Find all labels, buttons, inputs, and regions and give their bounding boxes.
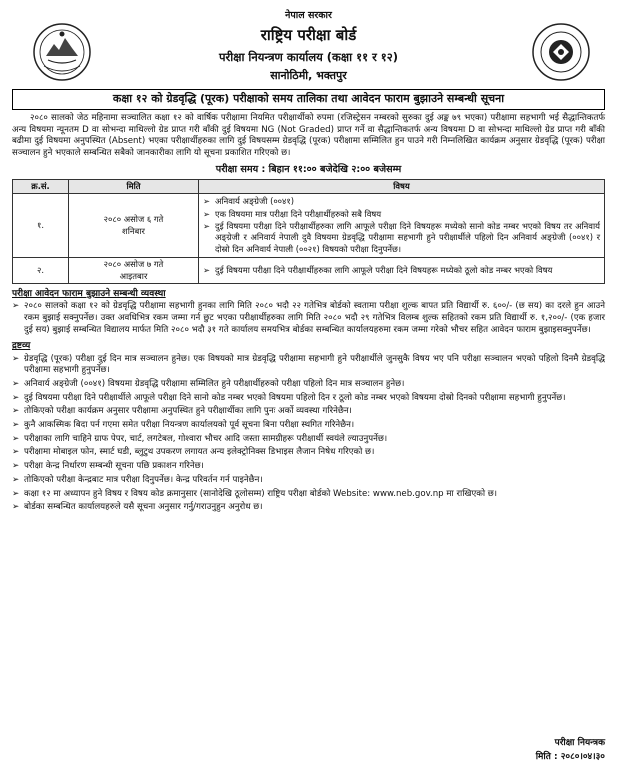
- note-text: बोर्डका सम्बन्धित कार्यालयहरुले यसै सूचना अनुसार गर्नु/गराउनुहुन अनुरोध छ।: [24, 502, 263, 513]
- application-section-title: परीक्षा आवेदन फाराम बुझाउने सम्बन्धी व्यवस्था: [12, 289, 166, 300]
- letterhead: [12, 10, 605, 88]
- list-item: [12, 475, 605, 487]
- row-date-text: २०८० असोज ७ गते: [103, 259, 164, 270]
- notes-section-title: द्रष्टव्य: [12, 341, 31, 352]
- schedule-table: [12, 179, 605, 284]
- col-header-subject: विषय: [199, 179, 605, 193]
- board-title: राष्ट्रिय परीक्षा बोर्ड: [260, 25, 357, 44]
- row-day-text: शनिबार: [122, 225, 145, 236]
- list-item: [12, 461, 605, 473]
- application-list: [12, 301, 605, 336]
- note-text: कक्षा १२ मा अध्यापन हुने विषय र विषय कोड क्रमानुसार (सानोदेखि ठूलोसम्म) राष्ट्रिय परीक्षा बोर्डको Website: www.neb.gov.np मा राखिएको छ।: [24, 488, 498, 499]
- nepal-emblem-icon: [32, 22, 92, 82]
- office-title: परीक्षा नियन्त्रण कार्यालय (कक्षा ११ र १२): [218, 50, 398, 65]
- row-sn: १.: [13, 194, 69, 258]
- list-item: [12, 489, 605, 501]
- office-location: सानोठिमी, भक्तपुर: [270, 68, 347, 82]
- arrow-bullet-icon: ➢: [203, 264, 211, 275]
- arrow-bullet-icon: ➢: [12, 406, 20, 417]
- notice-banner: कक्षा १२ को ग्रेडवृद्धि (पूरक) परीक्षाको समय तालिका तथा आवेदन फाराम बुझाउने सम्बन्धी सूचना: [12, 89, 605, 110]
- row-subjects: [199, 194, 605, 258]
- arrow-bullet-icon: ➢: [203, 221, 211, 232]
- col-header-sn: क्र.सं.: [13, 179, 69, 193]
- subject-text: दुई विषयमा परीक्षा दिने परीक्षार्थीहरुका लागि आफूले परीक्षा दिने विषयहरू मध्येको ठूलो कोड नम्बर भएको विषय: [215, 264, 553, 275]
- arrow-bullet-icon: ➢: [203, 208, 211, 219]
- arrow-bullet-icon: ➢: [12, 474, 20, 485]
- list-item: [12, 502, 605, 514]
- note-text: तोकिएको परीक्षा कार्यक्रम अनुसार परीक्षामा अनुपस्थित हुने परीक्षार्थीका लागि पुनः अर्को व्यवस्था गरिनेछैन।: [24, 406, 352, 417]
- list-item: [12, 379, 605, 391]
- note-text: कुनै आकस्मिक बिदा पर्न गएमा समेत परीक्षा नियन्त्रण कार्यालयको पूर्व सूचना बिना परीक्षा स्थगित गरिनेछैन।: [24, 420, 355, 431]
- signature-date: मिति : २०८०।०४।३०: [535, 751, 605, 762]
- row-day-text: आइतबार: [119, 270, 148, 281]
- application-text: २०८० सालको कक्षा १२ को ग्रेडवृद्धि परीक्षामा सहभागी हुनका लागि मिति २०८० भदौ २२ गतेभित्र बोर्डको स्वतामा परीक्षा शुल्क बापत प्रति विद्यार्थी रु. ६००/- (छ सय) का दरले हुन आउने रकम बुझाई सक्नुपर्नेछ। उक्त अवधिभित्र रकम जम्मा गर्न छुट भएका परीक्षार्थीहरुका लागि मिति २०८० भदौ २९ गतेभित्र विलम्ब शुल्क सहितको रकम प्रति विद्यार्थी रु. १,२००/- (एक हजार दुई सय) बुझाई सम्बन्धित विद्यालय मार्फत मिति २०८० भदौ ३१ गते कार्यालय समयभित्र बोर्डका सम्बन्धित कार्यालयहरुमा रकम जम्मा गरेको भौचर सहित आवेदन फाराम बुझाइसक्नुपर्नेछ।: [24, 301, 605, 335]
- neb-seal-icon: [531, 22, 591, 82]
- gov-title: नेपाल सरकार: [285, 10, 332, 21]
- note-text: परीक्षामा मोबाइल फोन, स्मार्ट घडी, ब्लुटुथ उपकरण लगायत अन्य इलेक्ट्रोनिक्स डिभाइस लैजान निषेध गरिएको छ।: [24, 447, 375, 458]
- note-text: तोकिएको परीक्षा केन्द्रबाट मात्र परीक्षा दिनुपर्नेछ। केन्द्र परिवर्तन गर्न पाइनेछैन।: [24, 474, 263, 485]
- intro-paragraph: २०८० सालको जेठ महिनामा सञ्चालित कक्षा १२ को वार्षिक परीक्षामा नियमित परीक्षार्थीको रुपमा (रजिस्ट्रेसन नम्बरको सुरुका दुई अङ्क ७९ भएका) परीक्षामा सहभागी भई सैद्धान्तिकतर्फ अन्य विषयमा न्यूनतम D वा सोभन्दा माथिल्लो ग्रेड प्राप्त गरी बाँकी दुई विषयमा NG (Not Graded) प्राप्त गर्ने वा सैद्धान्तिकतर्फ अन्य विषयमा D वा सोभन्दा माथिल्लो ग्रेड प्राप्त गरी बाँकी बढीमा दुई विषयमा अनुपस्थित (Absent) भएका परीक्षार्थीहरुका लागि दुई विषयसम्म ग्रेडवृद्धि (पूरक) परीक्षामा सम्मिलित हुन पाउने गरी निम्नलिखित कार्यक्रम अनुसार ग्रेडवृद्धि (पूरक) परीक्षा सञ्चालन हुने भएकाले सम्बन्धित सबैको जानकारीका लागि यो सूचना प्रकाशित गरिएको छ।: [12, 112, 605, 159]
- col-header-date: मिति: [69, 179, 199, 193]
- list-item: [12, 301, 605, 336]
- subject-text: दुई विषयमा परीक्षा दिने परीक्षार्थीहरुका लागि आफूले परीक्षा दिने विषयहरू मध्येको सानो कोड नम्बर भएको विषय तर अनिवार्य अङ्ग्रेजी र अनिवार्य नेपाली दुवै विषयमा ग्रेडवृद्धि परीक्षामा सहभागी हुने परीक्षार्थीले पहिलो दिन अनिवार्य अङ्ग्रेजी (००४१) र दोस्रो दिन अनिवार्य नेपाली (००२१) विषयको परीक्षा दिनुपर्नेछ।: [215, 221, 600, 254]
- row-date-text: २०८० असोज ६ गते: [103, 214, 164, 225]
- signature-block: [536, 737, 605, 764]
- subject-text: अनिवार्य अङ्ग्रेजी (००४१): [215, 196, 295, 207]
- note-text: ग्रेडवृद्धि (पूरक) परीक्षा दुई दिन मात्र सञ्चालन हुनेछ। एक विषयको मात्र ग्रेडवृद्धि परीक्षामा सहभागी हुने परीक्षार्थीले जुनसुकै विषय भए पनि परीक्षा सञ्चालन भएको पहिलो दिनमै ग्रेडवृद्धि परीक्षामा सहभागी हुनुपर्नेछ।: [24, 353, 605, 376]
- list-item: [203, 196, 600, 207]
- arrow-bullet-icon: ➢: [203, 196, 211, 207]
- table-row: [13, 258, 605, 284]
- list-item: [12, 434, 605, 446]
- row-subjects: [199, 258, 605, 284]
- list-item: [12, 393, 605, 405]
- exam-time: परीक्षा समय : बिहान ११:०० बजेदेखि २:०० बजेसम्म: [215, 163, 402, 175]
- notes-list: [12, 354, 605, 514]
- arrow-bullet-icon: ➢: [12, 433, 20, 444]
- arrow-bullet-icon: ➢: [12, 502, 20, 513]
- arrow-bullet-icon: ➢: [12, 301, 20, 312]
- signatory-title: परीक्षा नियन्त्रक: [554, 738, 605, 748]
- row-sn: २.: [13, 258, 69, 284]
- arrow-bullet-icon: ➢: [12, 488, 20, 499]
- arrow-bullet-icon: ➢: [12, 447, 20, 458]
- row-date: [69, 258, 199, 284]
- list-item: [12, 420, 605, 432]
- note-text: अनिवार्य अङ्ग्रेजी (००४१) विषयमा ग्रेडवृद्धि परीक्षामा सम्मिलित हुने परीक्षार्थीहरुको परीक्षा पहिलो दिन मात्र सञ्चालन हुनेछ।: [24, 379, 405, 390]
- note-text: परीक्षाका लागि चाहिने ग्राफ पेपर, चार्ट, लगटेबल, गोश्वारा भौचर आदि जस्ता सामग्रीहरू परीक्षार्थी स्वयंले ल्याउनुपर्नेछ।: [24, 433, 388, 444]
- note-text: दुई विषयमा परीक्षा दिने परीक्षार्थीले आफूले परीक्षा दिने सानो कोड नम्बर भएको विषयमा पहिलो दिन र ठूलो कोड नम्बर भएको विषयमा दोस्रो दिनको परीक्षामा सहभागी हुनुपर्नेछ।: [24, 392, 566, 403]
- table-header-row: [13, 179, 605, 193]
- arrow-bullet-icon: ➢: [12, 392, 20, 403]
- list-item: [203, 265, 600, 276]
- arrow-bullet-icon: ➢: [12, 420, 20, 431]
- list-item: [12, 354, 605, 377]
- arrow-bullet-icon: ➢: [12, 379, 20, 390]
- list-item: [203, 209, 600, 220]
- note-text: परीक्षा केन्द्र निर्धारण सम्बन्धी सूचना पछि प्रकाशन गरिनेछ।: [24, 461, 204, 472]
- list-item: [12, 447, 605, 459]
- list-item: [12, 406, 605, 418]
- list-item: [203, 221, 600, 255]
- row-date: [69, 194, 199, 258]
- arrow-bullet-icon: ➢: [12, 353, 20, 364]
- arrow-bullet-icon: ➢: [12, 461, 20, 472]
- table-row: [13, 194, 605, 258]
- subject-text: एक विषयमा मात्र परीक्षा दिने परीक्षार्थीहरुको सबै विषय: [215, 208, 382, 219]
